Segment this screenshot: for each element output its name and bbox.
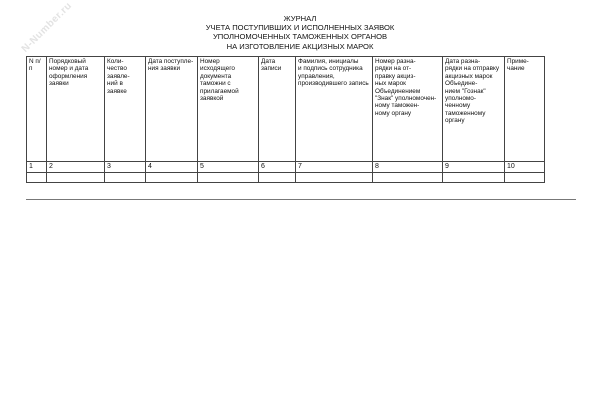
empty-cell (47, 173, 105, 183)
empty-cell (146, 173, 198, 183)
header-cell: Дата поступле- ния заявки (146, 57, 198, 162)
empty-cell (259, 173, 296, 183)
column-number: 10 (505, 162, 545, 173)
header-cell: Порядковый номер и дата оформления заявки (47, 57, 105, 162)
column-number: 8 (373, 162, 443, 173)
empty-cell (505, 173, 545, 183)
empty-row (27, 173, 545, 183)
header-cell: Коли- чество заявле- ний в заявке (105, 57, 146, 162)
column-number: 5 (198, 162, 259, 173)
column-number: 7 (296, 162, 373, 173)
title-line-1: ЖУРНАЛ (283, 14, 317, 23)
empty-cell (27, 173, 47, 183)
header-cell: Номер разна- рядки на от- правку акциз- ных марок Объединением "Знак" уполномочен- ному таможен- ному органу (373, 57, 443, 162)
empty-cell (373, 173, 443, 183)
header-cell: Номер исходящего документа таможни с прилагаемой заявкой (198, 57, 259, 162)
column-number: 2 (47, 162, 105, 173)
header-cell: Приме- чание (505, 57, 545, 162)
header-cell: Дата разна- рядки на отправку акцизных марок Объедине- нием "Гознак" уполномо- ченному таможенному органу (443, 57, 505, 162)
journal-title (150, 14, 450, 51)
empty-cell (105, 173, 146, 183)
empty-cell (443, 173, 505, 183)
divider-line (26, 199, 576, 200)
header-cell: Фамилия, инициалы и подпись сотрудника управления, производившего запись (296, 57, 373, 162)
title-line-4: НА ИЗГОТОВЛЕНИЕ АКЦИЗНЫХ МАРОК (226, 41, 374, 51)
column-number-row (27, 162, 545, 173)
header-cell: N п/п (27, 57, 47, 162)
column-number: 1 (27, 162, 47, 173)
column-number: 4 (146, 162, 198, 173)
journal-table (26, 56, 545, 183)
empty-cell (198, 173, 259, 183)
column-number: 6 (259, 162, 296, 173)
column-number: 3 (105, 162, 146, 173)
column-number: 9 (443, 162, 505, 173)
empty-cell (296, 173, 373, 183)
header-row (27, 57, 545, 162)
header-cell: Дата записи (259, 57, 296, 162)
watermark: N-Number.ru (19, 0, 75, 55)
title-line-2: УЧЕТА ПОСТУПИВШИХ И ИСПОЛНЕННЫХ ЗАЯВОК (205, 23, 395, 33)
title-line-3: УПОЛНОМОЧЕННЫХ ТАМОЖЕННЫХ ОРГАНОВ (212, 32, 388, 42)
